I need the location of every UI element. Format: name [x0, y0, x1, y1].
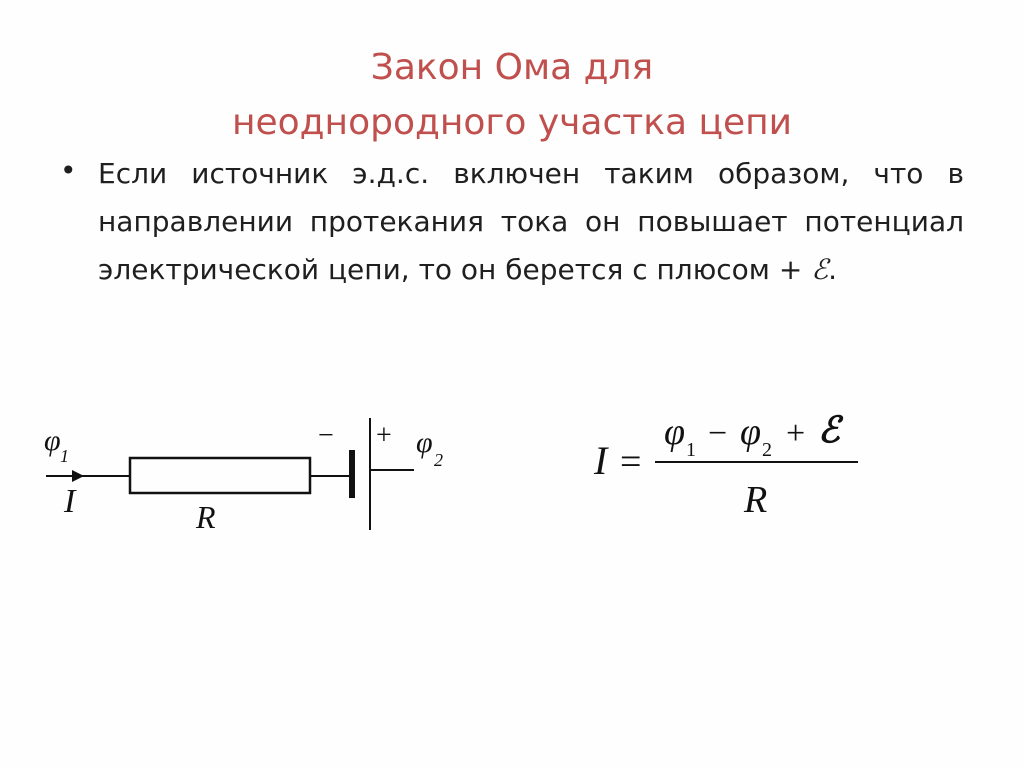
- battery-minus: −: [318, 420, 334, 451]
- formula-phi2: φ: [740, 411, 762, 453]
- bullet-text: Если источник э.д.с. включен таким образом, что в направлении протекания тока он повышает потенциал электрической цепи, то он берется с плюсом +: [98, 157, 964, 286]
- formula-emf: ℰ: [818, 410, 840, 450]
- phi2-symbol: φ: [416, 426, 433, 459]
- phi2-index: 2: [434, 450, 443, 470]
- title-line-2: неоднородного участка цепи: [231, 102, 793, 143]
- formula-phi1: φ: [664, 411, 686, 453]
- phi1-symbol: φ: [44, 424, 61, 457]
- formula-minus: −: [708, 415, 728, 452]
- phi1-index: 1: [60, 446, 69, 466]
- formula-phi1-index: 1: [686, 439, 696, 461]
- formula-phi2-index: 2: [762, 439, 772, 461]
- formula-denominator: R: [744, 479, 768, 521]
- battery-plus: +: [376, 420, 392, 451]
- bullet-marker: •: [60, 154, 77, 187]
- bullet-end: .: [828, 253, 838, 286]
- resistor-label: R: [196, 499, 216, 535]
- formula-lhs: I: [594, 438, 608, 483]
- emf-symbol: ℰ: [811, 253, 829, 286]
- formula-plus: +: [786, 415, 806, 452]
- resistor: [130, 458, 310, 493]
- current-label: I: [64, 483, 76, 520]
- current-arrow-icon: [72, 470, 84, 482]
- formula-equals: =: [620, 441, 642, 483]
- title-line-1: Закон Ома для: [370, 47, 654, 88]
